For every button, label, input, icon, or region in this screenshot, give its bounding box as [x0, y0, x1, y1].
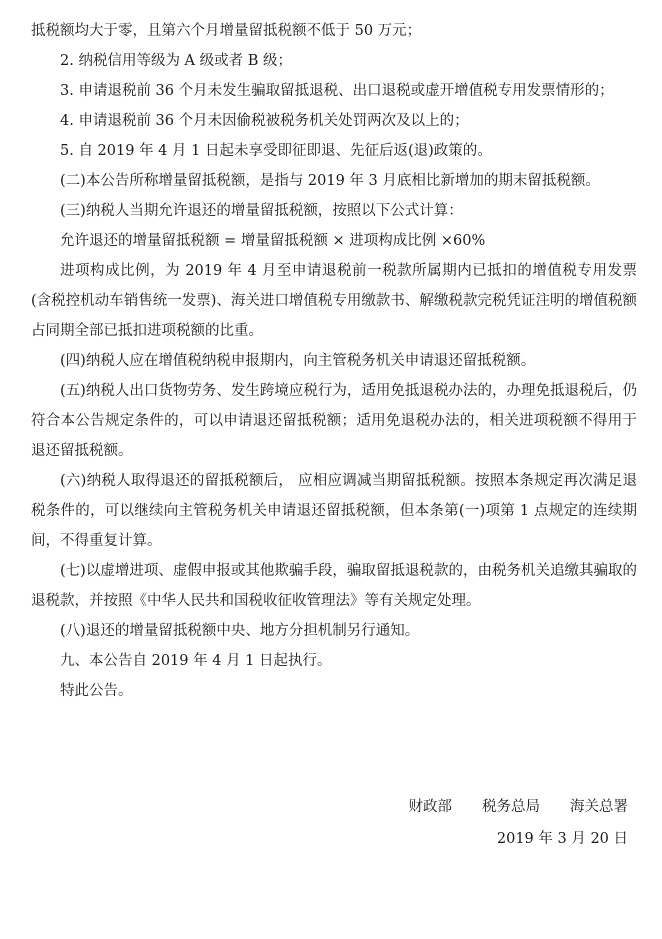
document-body [31, 16, 637, 706]
paragraph-condition-2: 2. 纳税信用等级为 A 级或者 B 级； [60, 53, 293, 69]
document-date: 2019 年 3 月 20 日 [496, 831, 628, 847]
signer-tax-administration: 税务总局 [482, 799, 540, 815]
paragraph-article-9: 九、本公告自 2019 年 4 月 1 日起执行。 [60, 653, 332, 669]
signatory-line [409, 792, 629, 822]
paragraph-section-6: (六)纳税人取得退还的留抵税额后， 应相应调减当期留抵税额。按照本条规定再次满足退税条件的，可以继续向主管税务机关申请退还留抵税额，但本条第(一)项第 1 点规定的连续期间，不得重复计算。 [31, 473, 637, 549]
paragraph-section-3: (三)纳税人当期允许退还的增量留抵税额，按照以下公式计算： [60, 203, 463, 219]
signer-customs: 海关总署 [570, 799, 628, 815]
paragraph-section-7: (七)以虚增进项、虚假申报或其他欺骗手段，骗取留抵退税款的，由税务机关追缴其骗取的退税款，并按照《中华人民共和国税收征收管理法》等有关规定处理。 [31, 563, 637, 609]
paragraph-section-2: (二)本公告所称增量留抵税额，是指与 2019 年 3 月底相比新增加的期末留抵税额。 [60, 173, 600, 189]
paragraph-section-5: (五)纳税人出口货物劳务、发生跨境应税行为，适用免抵退税办法的，办理免抵退税后，仍符合本公告规定条件的，可以申请退还留抵税额；适用免退税办法的，相关进项税额不得用于退还留抵税额。 [31, 383, 637, 459]
paragraph-condition-4: 4. 申请退税前 36 个月未因偷税被税务机关处罚两次及以上的； [60, 113, 469, 129]
signer-ministry-of-finance: 财政部 [408, 799, 452, 815]
paragraph-closing: 特此公告。 [60, 683, 133, 699]
paragraph-continuation: 抵税额均大于零，且第六个月增量留抵税额不低于 50 万元； [31, 23, 422, 39]
paragraph-ratio-definition: 进项构成比例，为 2019 年 4 月至申请退税前一税款所属期内已抵扣的增值税专用发票(含税控机动车销售统一发票)、海关进口增值税专用缴款书、解缴税款完税凭证注明的增值税额占同期全部已抵扣进项税额的比重。 [31, 263, 637, 339]
paragraph-condition-5: 5. 自 2019 年 4 月 1 日起未享受即征即退、先征后返(退)政策的。 [60, 143, 492, 159]
paragraph-section-8: (八)退还的增量留抵税额中央、地方分担机制另行通知。 [60, 623, 420, 639]
paragraph-formula: 允许退还的增量留抵税额 = 增量留抵税额 × 进项构成比例 ×60% [60, 233, 486, 249]
paragraph-condition-3: 3. 申请退税前 36 个月未发生骗取留抵退税、出口退税或虚开增值税专用发票情形的； [60, 83, 614, 99]
paragraph-section-4: (四)纳税人应在增值税纳税申报期内，向主管税务机关申请退还留抵税额。 [60, 353, 536, 369]
